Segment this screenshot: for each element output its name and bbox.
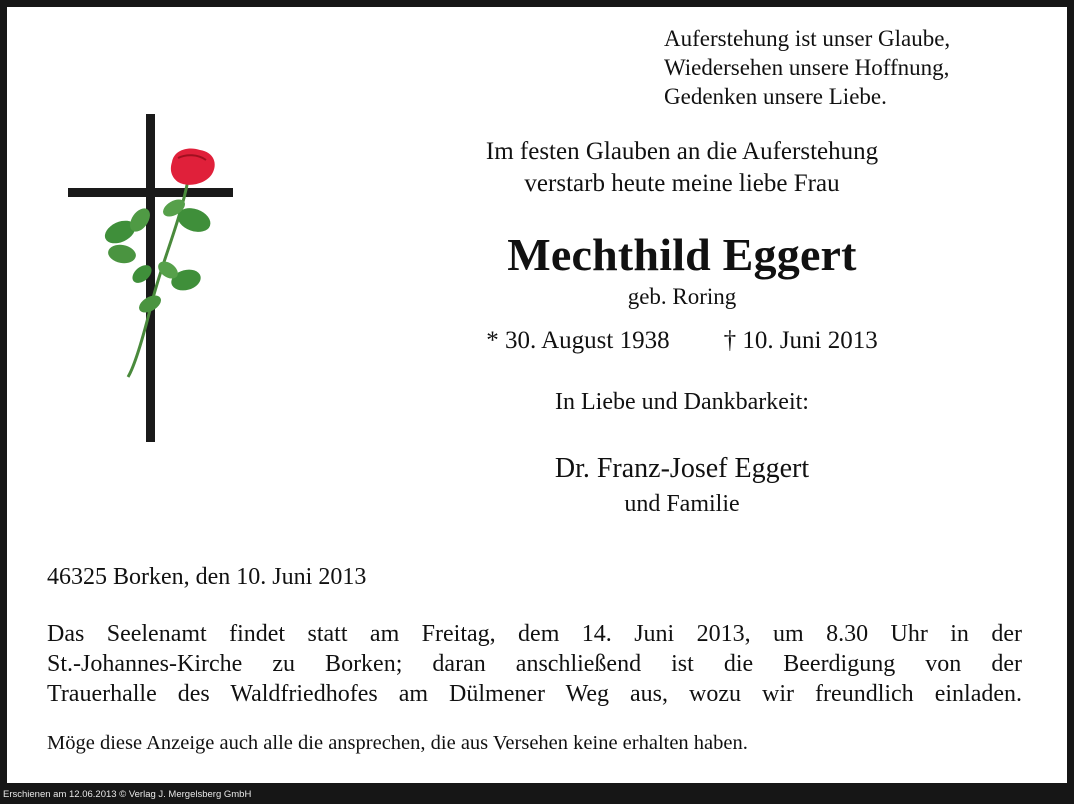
publication-footer: Erschienen am 12.06.2013 © Verlag J. Mergelsberg GmbH — [3, 789, 252, 800]
intro-line: verstarb heute meine liebe Frau — [524, 170, 840, 197]
motto-line: Wiedersehen unsere Hoffnung, — [664, 55, 950, 80]
intro-text — [387, 136, 977, 200]
deceased-name: Mechthild Eggert — [507, 229, 857, 280]
signer-name: Dr. Franz-Josef Eggert — [554, 453, 810, 484]
cross-with-rose-icon — [62, 102, 242, 447]
funeral-info — [47, 619, 1022, 709]
closing-note: Möge diese Anzeige auch alle die ansprechen, die aus Versehen keine erhalten haben. — [47, 732, 748, 754]
place-date: 46325 Borken, den 10. Juni 2013 — [47, 564, 367, 590]
birth-date: * 30. August 1938 — [486, 327, 670, 354]
motto-line: Gedenken unsere Liebe. — [664, 84, 887, 109]
obituary-notice — [7, 7, 1067, 783]
funeral-line: Das Seelenamt findet statt am Freitag, dem 14. Juni 2013, um 8.30 Uhr in der — [47, 621, 1022, 647]
intro-line: Im festen Glauben an die Auferstehung — [485, 138, 879, 165]
signer-family: und Familie — [624, 491, 740, 517]
death-date: † 10. Juni 2013 — [723, 327, 878, 354]
funeral-line: St.-Johannes-Kirche zu Borken; daran anschließend ist die Beerdigung von der — [47, 651, 1022, 677]
motto-line: Auferstehung ist unser Glaube, — [664, 26, 951, 51]
maiden-name: geb. Roring — [627, 284, 737, 309]
gratitude-line: In Liebe und Dankbarkeit: — [555, 389, 809, 415]
life-dates — [387, 326, 977, 356]
motto — [664, 24, 950, 111]
funeral-line: Trauerhalle des Waldfriedhofes am Dülmener Weg aus, wozu wir freundlich einladen. — [47, 681, 1022, 707]
